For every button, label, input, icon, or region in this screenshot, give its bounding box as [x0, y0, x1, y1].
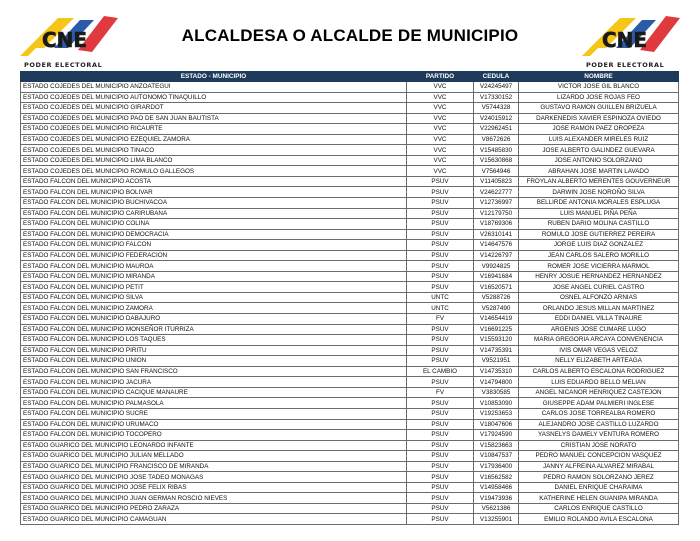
nombre-cell: LUIS MANUEL PIÑA PEÑA: [519, 208, 679, 219]
estado-municipio-cell: ESTADO FALCON DEL MUNICIPIO ACOSTA: [21, 176, 407, 187]
estado-municipio-cell: ESTADO COJEDES DEL MUNICIPIO AUTONOMO TINAQUILLO: [21, 92, 407, 103]
estado-municipio-cell: ESTADO FALCON DEL MUNICIPIO FALCON: [21, 240, 407, 251]
table-row: [21, 250, 679, 261]
estado-municipio-cell: ESTADO FALCON DEL MUNICIPIO TOCOPERO: [21, 430, 407, 441]
partido-cell: PSUV: [407, 419, 474, 430]
nombre-cell: FROYLAN ALBERTO MERENTES GOUVERNEUR: [519, 176, 679, 187]
partido-cell: PSUV: [407, 271, 474, 282]
nombre-cell: KATHERINE HELEN GUANIPA MIRANDA: [519, 493, 679, 504]
nombre-cell: LUIS EDUARDO BELLO MELIAN: [519, 377, 679, 388]
table-row: [21, 166, 679, 177]
partido-cell: PSUV: [407, 472, 474, 483]
nombre-cell: IVIS OMAR VEGAS VELOZ: [519, 345, 679, 356]
estado-municipio-cell: ESTADO GUARICO DEL MUNICIPIO JULIAN MELLADO: [21, 451, 407, 462]
partido-cell: PSUV: [407, 440, 474, 451]
nombre-cell: ROMER JOSE VICIERRA MARMOL: [519, 261, 679, 272]
column-header-partido: PARTIDO: [407, 72, 474, 82]
partido-cell: UNTC: [407, 292, 474, 303]
cedula-cell: V17924590: [474, 430, 519, 441]
partido-cell: PSUV: [407, 514, 474, 525]
nombre-cell: EDDI DANIEL VILLA TINAURE: [519, 314, 679, 325]
partido-cell: PSUV: [407, 503, 474, 514]
estado-municipio-cell: ESTADO FALCON DEL MUNICIPIO PIRITU: [21, 345, 407, 356]
estado-municipio-cell: ESTADO FALCON DEL MUNICIPIO MONSEÑOR ITURRIZA: [21, 324, 407, 335]
table-row: [21, 229, 679, 240]
cedula-cell: V13255901: [474, 514, 519, 525]
partido-cell: PSUV: [407, 345, 474, 356]
table-row: [21, 472, 679, 483]
estado-municipio-cell: ESTADO COJEDES DEL MUNICIPIO EZEQUIEL ZAMORA: [21, 134, 407, 145]
cedula-cell: V17936400: [474, 461, 519, 472]
cedula-cell: V24622777: [474, 187, 519, 198]
partido-cell: PSUV: [407, 493, 474, 504]
partido-cell: PSUV: [407, 208, 474, 219]
estado-municipio-cell: ESTADO FALCON DEL MUNICIPIO BOLIVAR: [21, 187, 407, 198]
table-row: [21, 324, 679, 335]
table-row: [21, 503, 679, 514]
cedula-cell: V16941684: [474, 271, 519, 282]
nombre-cell: JANNY ALFREINA ALVAREZ MIRABAL: [519, 461, 679, 472]
cedula-cell: V14647576: [474, 240, 519, 251]
cedula-cell: V15823663: [474, 440, 519, 451]
page-title: ALCALDESA O ALCALDE DE MUNICIPIO: [181, 26, 519, 45]
column-header-cedula: CEDULA: [474, 72, 519, 82]
partido-cell: PSUV: [407, 482, 474, 493]
partido-cell: PSUV: [407, 282, 474, 293]
nombre-cell: ALEJANDRO JOSE CASTILLO LUZARDO: [519, 419, 679, 430]
partido-cell: FV: [407, 387, 474, 398]
estado-municipio-cell: ESTADO FALCON DEL MUNICIPIO PETIT: [21, 282, 407, 293]
table-row: [21, 430, 679, 441]
estado-municipio-cell: ESTADO COJEDES DEL MUNICIPIO ROMULO GALLEGOS: [21, 166, 407, 177]
partido-cell: PSUV: [407, 461, 474, 472]
nombre-cell: ABRAHAN JOSE MARTIN LAVADO: [519, 166, 679, 177]
nombre-cell: CARLOS ENRIQUE CASTILLO: [519, 503, 679, 514]
nombre-cell: DARKENEDIS XAVIER ESPINOZA OVIEDO: [519, 113, 679, 124]
estado-municipio-cell: ESTADO GUARICO DEL MUNICIPIO FRANCISCO DE MIRANDA: [21, 461, 407, 472]
cedula-cell: V18047606: [474, 419, 519, 430]
table-row: [21, 271, 679, 282]
partido-cell: PSUV: [407, 219, 474, 230]
estado-municipio-cell: ESTADO FALCON DEL MUNICIPIO BUCHIVACOA: [21, 198, 407, 209]
column-header-nombre: NOMBRE: [519, 72, 679, 82]
cedula-cell: V14226797: [474, 250, 519, 261]
estado-municipio-cell: ESTADO COJEDES DEL MUNICIPIO TINACO: [21, 145, 407, 156]
nombre-cell: JEAN CARLOS SALERO MORILLO: [519, 250, 679, 261]
table-row: [21, 451, 679, 462]
partido-cell: VVC: [407, 113, 474, 124]
estado-municipio-cell: ESTADO COJEDES DEL MUNICIPIO LIMA BLANCO: [21, 155, 407, 166]
cedula-cell: V24015912: [474, 113, 519, 124]
cedula-cell: V14654419: [474, 314, 519, 325]
nombre-cell: PEDRO MANUEL CONCEPCION VASQUEZ: [519, 451, 679, 462]
nombre-cell: ORLANDO JESUS MILLAN MARTINEZ: [519, 303, 679, 314]
cne-logo-icon: [572, 6, 684, 62]
cedula-cell: V14794800: [474, 377, 519, 388]
estado-municipio-cell: ESTADO FALCON DEL MUNICIPIO URUMACO: [21, 419, 407, 430]
table-row: [21, 282, 679, 293]
estado-municipio-cell: ESTADO FALCON DEL MUNICIPIO MAUROA: [21, 261, 407, 272]
partido-cell: PSUV: [407, 187, 474, 198]
cedula-cell: V3830585: [474, 387, 519, 398]
table-row: [21, 303, 679, 314]
nombre-cell: GIUSEPPE ADAM PALMIERI INGLESE: [519, 398, 679, 409]
estado-municipio-cell: ESTADO FALCON DEL MUNICIPIO DABAJURO: [21, 314, 407, 325]
partido-cell: UNTC: [407, 303, 474, 314]
nombre-cell: GUSTAVO RAMON GUILLEN BRIZUELA: [519, 103, 679, 114]
nombre-cell: ANGEL NICANOR HENRIQUEZ CASTEJON: [519, 387, 679, 398]
svg-text:CNE: CNE: [602, 28, 648, 52]
cedula-cell: V19253653: [474, 408, 519, 419]
estado-municipio-cell: ESTADO FALCON DEL MUNICIPIO JACURA: [21, 377, 407, 388]
partido-cell: VVC: [407, 145, 474, 156]
cedula-cell: V24245497: [474, 82, 519, 93]
cedula-cell: V12736997: [474, 198, 519, 209]
partido-cell: PSUV: [407, 261, 474, 272]
table-row: [21, 366, 679, 377]
estado-municipio-cell: ESTADO FALCON DEL MUNICIPIO DEMOCRACIA: [21, 229, 407, 240]
cedula-cell: V15630868: [474, 155, 519, 166]
nombre-cell: NELLY ELIZABETH ARTEAGA: [519, 356, 679, 367]
table-row: [21, 82, 679, 93]
nombre-cell: OSNEL ALFONZO ARNIAS: [519, 292, 679, 303]
cedula-cell: V9924825: [474, 261, 519, 272]
nombre-cell: VICTOR JOSE GIL BLANCO: [519, 82, 679, 93]
partido-cell: PSUV: [407, 324, 474, 335]
partido-cell: PSUV: [407, 451, 474, 462]
nombre-cell: DANIEL ENRIQUE CHARAIMA: [519, 482, 679, 493]
partido-cell: PSUV: [407, 408, 474, 419]
cedula-cell: V18769306: [474, 219, 519, 230]
partido-cell: PSUV: [407, 377, 474, 388]
partido-cell: PSUV: [407, 176, 474, 187]
logo-tagline: PODER ELECTORAL: [586, 61, 665, 69]
column-header-estado-municipio: ESTADO - MUNICIPIO: [21, 72, 407, 82]
table-row: [21, 314, 679, 325]
table-row: [21, 176, 679, 187]
estado-municipio-cell: ESTADO FALCON DEL MUNICIPIO CARIRUBANA: [21, 208, 407, 219]
table-row: [21, 219, 679, 230]
estado-municipio-cell: ESTADO GUARICO DEL MUNICIPIO JUAN GERMAN ROSCIO NIEVES: [21, 493, 407, 504]
partido-cell: PSUV: [407, 398, 474, 409]
nombre-cell: EMILIO ROLANDO AVILA ESCALONA: [519, 514, 679, 525]
nombre-cell: JOSE ANGEL CURIEL CASTRO: [519, 282, 679, 293]
table-row: [21, 240, 679, 251]
partido-cell: VVC: [407, 134, 474, 145]
cedula-cell: V26310141: [474, 229, 519, 240]
estado-municipio-cell: ESTADO GUARICO DEL MUNICIPIO PEDRO ZARAZA: [21, 503, 407, 514]
candidates-table: [20, 71, 679, 525]
table-row: [21, 356, 679, 367]
cedula-cell: V8672626: [474, 134, 519, 145]
partido-cell: VVC: [407, 166, 474, 177]
table-row: [21, 440, 679, 451]
partido-cell: PSUV: [407, 229, 474, 240]
cedula-cell: V5288726: [474, 292, 519, 303]
estado-municipio-cell: ESTADO FALCON DEL MUNICIPIO SAN FRANCISCO: [21, 366, 407, 377]
partido-cell: PSUV: [407, 430, 474, 441]
estado-municipio-cell: ESTADO COJEDES DEL MUNICIPIO GIRARDOT: [21, 103, 407, 114]
table-row: [21, 292, 679, 303]
estado-municipio-cell: ESTADO GUARICO DEL MUNICIPIO JOSE TADEO MONAGAS: [21, 472, 407, 483]
cedula-cell: V11405823: [474, 176, 519, 187]
table-row: [21, 187, 679, 198]
table-row: [21, 398, 679, 409]
nombre-cell: JOSE RAMON PAEZ OROPEZA: [519, 124, 679, 135]
partido-cell: PSUV: [407, 356, 474, 367]
cedula-cell: V15593120: [474, 335, 519, 346]
partido-cell: EL CAMBIO: [407, 366, 474, 377]
table-row: [21, 103, 679, 114]
cedula-cell: V7564946: [474, 166, 519, 177]
cedula-cell: V19473936: [474, 493, 519, 504]
estado-municipio-cell: ESTADO FALCON DEL MUNICIPIO MIRANDA: [21, 271, 407, 282]
table-row: [21, 208, 679, 219]
estado-municipio-cell: ESTADO GUARICO DEL MUNICIPIO JOSE FELIX RIBAS: [21, 482, 407, 493]
svg-text:CNE: CNE: [42, 28, 88, 52]
table-row: [21, 377, 679, 388]
partido-cell: VVC: [407, 103, 474, 114]
cedula-cell: V10853090: [474, 398, 519, 409]
partido-cell: VVC: [407, 82, 474, 93]
table-row: [21, 345, 679, 356]
table-row: [21, 461, 679, 472]
nombre-cell: LIZARDO JOSE ROJAS FEO: [519, 92, 679, 103]
estado-municipio-cell: ESTADO COJEDES DEL MUNICIPIO RICAURTE: [21, 124, 407, 135]
partido-cell: PSUV: [407, 240, 474, 251]
estado-municipio-cell: ESTADO GUARICO DEL MUNICIPIO CAMAGUAN: [21, 514, 407, 525]
table-row: [21, 493, 679, 504]
table-row: [21, 134, 679, 145]
cedula-cell: V5744328: [474, 103, 519, 114]
nombre-cell: RUBEN DARIO MOLINA CASTILLO: [519, 219, 679, 230]
partido-cell: VVC: [407, 124, 474, 135]
table-row: [21, 113, 679, 124]
cedula-cell: V5621386: [474, 503, 519, 514]
partido-cell: VVC: [407, 155, 474, 166]
partido-cell: VVC: [407, 92, 474, 103]
estado-municipio-cell: ESTADO FALCON DEL MUNICIPIO LOS TAQUES: [21, 335, 407, 346]
estado-municipio-cell: ESTADO FALCON DEL MUNICIPIO PALMASOLA: [21, 398, 407, 409]
table-row: [21, 145, 679, 156]
table-row: [21, 482, 679, 493]
nombre-cell: JOSE ALBERTO GALINDEZ GUEVARA: [519, 145, 679, 156]
cedula-cell: V9521951: [474, 356, 519, 367]
logo-tagline: PODER ELECTORAL: [24, 61, 103, 69]
table-row: [21, 261, 679, 272]
table-row: [21, 419, 679, 430]
nombre-cell: BELLIRDE ANTONIA MORALES ESPLUGA: [519, 198, 679, 209]
table-row: [21, 408, 679, 419]
estado-municipio-cell: ESTADO FALCON DEL MUNICIPIO ZAMORA: [21, 303, 407, 314]
nombre-cell: JORGE LUIS DIAZ GONZALEZ: [519, 240, 679, 251]
nombre-cell: CARLOS ALBERTO ESCALONA RODRIGUEZ: [519, 366, 679, 377]
nombre-cell: MARIA GREGORIA ARCAYA CONVENENCIA: [519, 335, 679, 346]
estado-municipio-cell: ESTADO COJEDES DEL MUNICIPIO ANZOATEGUI: [21, 82, 407, 93]
estado-municipio-cell: ESTADO FALCON DEL MUNICIPIO SILVA: [21, 292, 407, 303]
estado-municipio-cell: ESTADO FALCON DEL MUNICIPIO FEDERACION: [21, 250, 407, 261]
estado-municipio-cell: ESTADO FALCON DEL MUNICIPIO CACIQUE MANAURE: [21, 387, 407, 398]
cedula-cell: V10847537: [474, 451, 519, 462]
table-row: [21, 335, 679, 346]
cedula-cell: V14958466: [474, 482, 519, 493]
estado-municipio-cell: ESTADO GUARICO DEL MUNICIPIO LEONARDO INFANTE: [21, 440, 407, 451]
partido-cell: PSUV: [407, 198, 474, 209]
cedula-cell: V14735391: [474, 345, 519, 356]
nombre-cell: DARWIN JOSE NOROÑO SILVA: [519, 187, 679, 198]
table-row: [21, 155, 679, 166]
table-row: [21, 514, 679, 525]
estado-municipio-cell: ESTADO COJEDES DEL MUNICIPIO PAO DE SAN JUAN BAUTISTA: [21, 113, 407, 124]
cedula-cell: V22962451: [474, 124, 519, 135]
nombre-cell: LUIS ALEXANDER MIRELES RUIZ: [519, 134, 679, 145]
table-row: [21, 198, 679, 209]
partido-cell: FV: [407, 314, 474, 325]
nombre-cell: YASNELYS DAMELY VENTURA ROMERO: [519, 430, 679, 441]
cedula-cell: V5287490: [474, 303, 519, 314]
table-row: [21, 387, 679, 398]
nombre-cell: JOSE ANTONIO SOLORZANO: [519, 155, 679, 166]
nombre-cell: ROMULO JOSE GUTIERREZ PEREIRA: [519, 229, 679, 240]
cedula-cell: V16520571: [474, 282, 519, 293]
estado-municipio-cell: ESTADO FALCON DEL MUNICIPIO UNION: [21, 356, 407, 367]
nombre-cell: HENRY JOSUE HERNANDEZ HERNANDEZ: [519, 271, 679, 282]
nombre-cell: CARLOS JOSE TORREALBA ROMERO: [519, 408, 679, 419]
cne-logo-right: [572, 6, 684, 70]
estado-municipio-cell: ESTADO FALCON DEL MUNICIPIO COLINA: [21, 219, 407, 230]
partido-cell: PSUV: [407, 250, 474, 261]
table-row: [21, 92, 679, 103]
cedula-cell: V16562582: [474, 472, 519, 483]
cedula-cell: V15485830: [474, 145, 519, 156]
partido-cell: PSUV: [407, 335, 474, 346]
cedula-cell: V12179750: [474, 208, 519, 219]
cedula-cell: V16691225: [474, 324, 519, 335]
cedula-cell: V14735310: [474, 366, 519, 377]
cedula-cell: V17330152: [474, 92, 519, 103]
table-header-row: [21, 72, 679, 82]
nombre-cell: CRISTIAN JOSE NORATO: [519, 440, 679, 451]
table-row: [21, 124, 679, 135]
nombre-cell: PEDRO RAMON SOLORZANO JEREZ: [519, 472, 679, 483]
estado-municipio-cell: ESTADO FALCON DEL MUNICIPIO SUCRE: [21, 408, 407, 419]
nombre-cell: ARGENIS JOSE CUMARE LUGO: [519, 324, 679, 335]
